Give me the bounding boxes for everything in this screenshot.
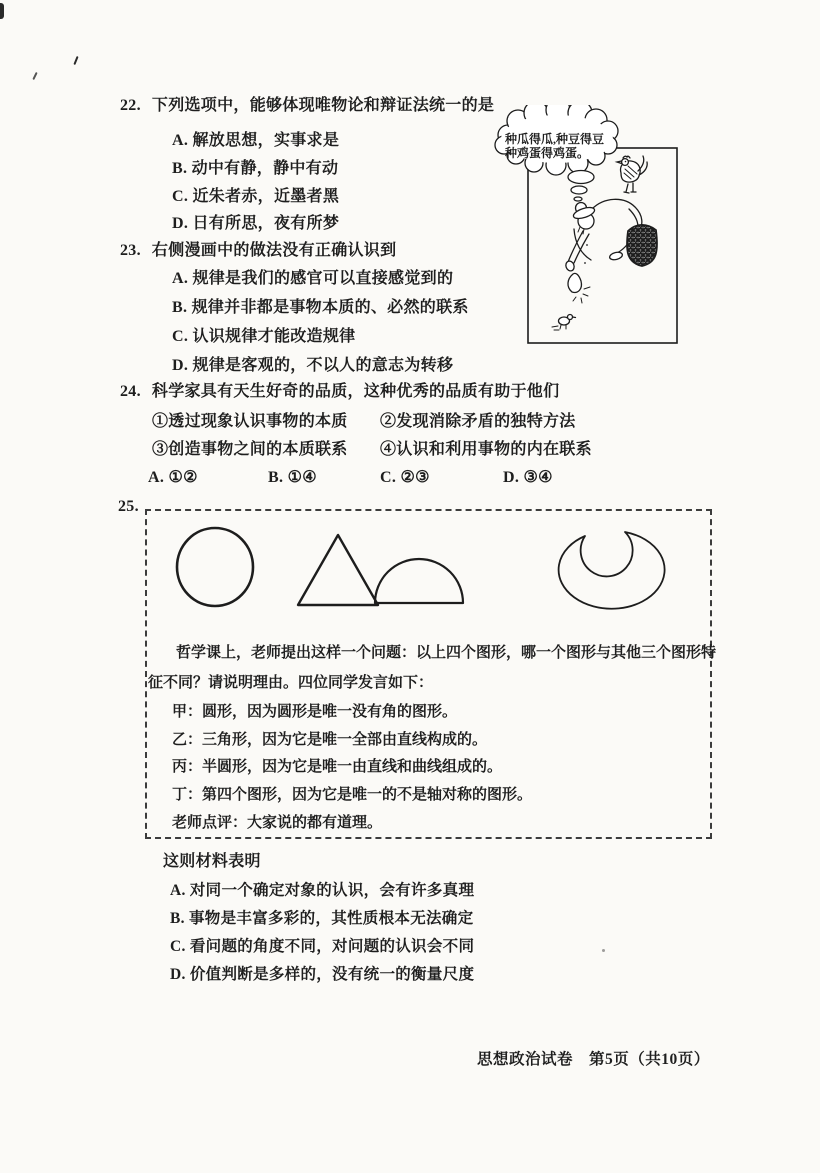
q24-statement-1: ①透过现象认识事物的本质 <box>152 413 348 430</box>
q22-option-a: A. 解放思想，实事求是 <box>172 132 340 149</box>
egg-basket <box>627 225 657 266</box>
egg <box>568 273 590 303</box>
circle-shape <box>177 528 253 606</box>
q22-heading <box>120 96 494 116</box>
q25-number: 25. <box>118 498 139 515</box>
q22-option-d: D. 日有所思，夜有所梦 <box>172 215 340 232</box>
q22-number: 22. <box>120 97 141 114</box>
q24-stem: 科学家具有天生好奇的品质，这种优秀的品质有助于他们 <box>151 383 560 400</box>
q24-option-b: B. ①④ <box>268 469 317 486</box>
q23-option-a: A. 规律是我们的感官可以直接感觉到的 <box>172 270 454 287</box>
bubble-trail-tiny <box>574 197 582 201</box>
q24-statement-2: ②发现消除矛盾的独特方法 <box>380 413 576 430</box>
scan-artifact <box>32 72 37 80</box>
chick-icon <box>552 315 576 331</box>
bubble-trail-large <box>568 171 594 184</box>
q22-option-b: B. 动中有静，静中有动 <box>172 160 339 177</box>
q25-option-c: C. 看问题的角度不同，对问题的认识会不同 <box>170 938 475 955</box>
q24-heading <box>120 382 559 402</box>
q25-box-teacher-comment: 老师点评：大家说的都有道理。 <box>172 815 383 831</box>
q24-statement-3: ③创造事物之间的本质联系 <box>152 441 348 458</box>
q24-option-a: A. ①② <box>148 469 198 486</box>
scan-artifact <box>0 3 4 19</box>
chicken-icon <box>617 156 647 193</box>
bubble-text-line-2: 种鸡蛋得鸡蛋。 <box>505 146 590 160</box>
q25-option-b: B. 事物是丰富多彩的，其性质根本无法确定 <box>170 910 474 927</box>
scan-artifact <box>73 56 78 65</box>
notched-ellipse-shape <box>559 532 665 609</box>
q24-statement-4: ④认识和利用事物的内在联系 <box>380 441 592 458</box>
q23-option-b: B. 规律并非都是事物本质的、必然的联系 <box>172 299 469 316</box>
page-footer: 思想政治试卷 第5页（共10页） <box>477 1051 710 1068</box>
q23-number: 23. <box>120 242 141 259</box>
q25-shapes-figure <box>149 515 712 617</box>
q23-stem: 右侧漫画中的做法没有正确认识到 <box>151 242 397 259</box>
q25-option-d: D. 价值判断是多样的，没有统一的衡量尺度 <box>170 966 475 983</box>
q23-comic <box>488 105 690 353</box>
q25-box-student-yi: 乙：三角形，因为它是唯一全部由直线构成的。 <box>172 732 488 748</box>
q22-stem: 下列选项中，能够体现唯物论和辩证法统一的是 <box>151 97 495 114</box>
q25-box-student-jia: 甲：圆形，因为圆形是唯一没有角的图形。 <box>172 704 458 720</box>
q23-option-c: C. 认识规律才能改造规律 <box>172 328 356 345</box>
q25-option-a: A. 对同一个确定对象的认识，会有许多真理 <box>170 882 475 899</box>
q25-box-student-bing: 丙：半圆形，因为它是唯一由直线和曲线组成的。 <box>172 759 503 775</box>
q25-box-student-ding: 丁：第四个图形，因为它是唯一的不是轴对称的图形。 <box>172 787 533 803</box>
q24-number: 24. <box>120 383 141 400</box>
scan-speck <box>602 949 605 952</box>
thought-bubble <box>495 105 618 201</box>
bubble-trail-small <box>571 186 587 194</box>
bubble-text-line-1: 种瓜得瓜,种豆得豆 <box>505 132 605 146</box>
q22-option-c: C. 近朱者赤，近墨者黑 <box>172 188 340 205</box>
farmer-shoe <box>609 251 623 261</box>
q24-option-c: C. ②③ <box>380 469 430 486</box>
q25-lead: 这则材料表明 <box>163 853 261 870</box>
q24-option-d: D. ③④ <box>503 469 553 486</box>
q25-box-para-1: 哲学课上，老师提出这样一个问题：以上四个图形，哪一个图形与其他三个图形特 <box>176 645 717 661</box>
q23-option-d: D. 规律是客观的，不以人的意志为转移 <box>172 357 454 374</box>
triangle-shape <box>298 535 378 605</box>
q23-heading <box>120 241 396 261</box>
semicircle-shape <box>375 559 463 603</box>
farmer-hand <box>565 260 576 272</box>
q25-box-para-2: 征不同？请说明理由。四位同学发言如下： <box>148 675 434 691</box>
